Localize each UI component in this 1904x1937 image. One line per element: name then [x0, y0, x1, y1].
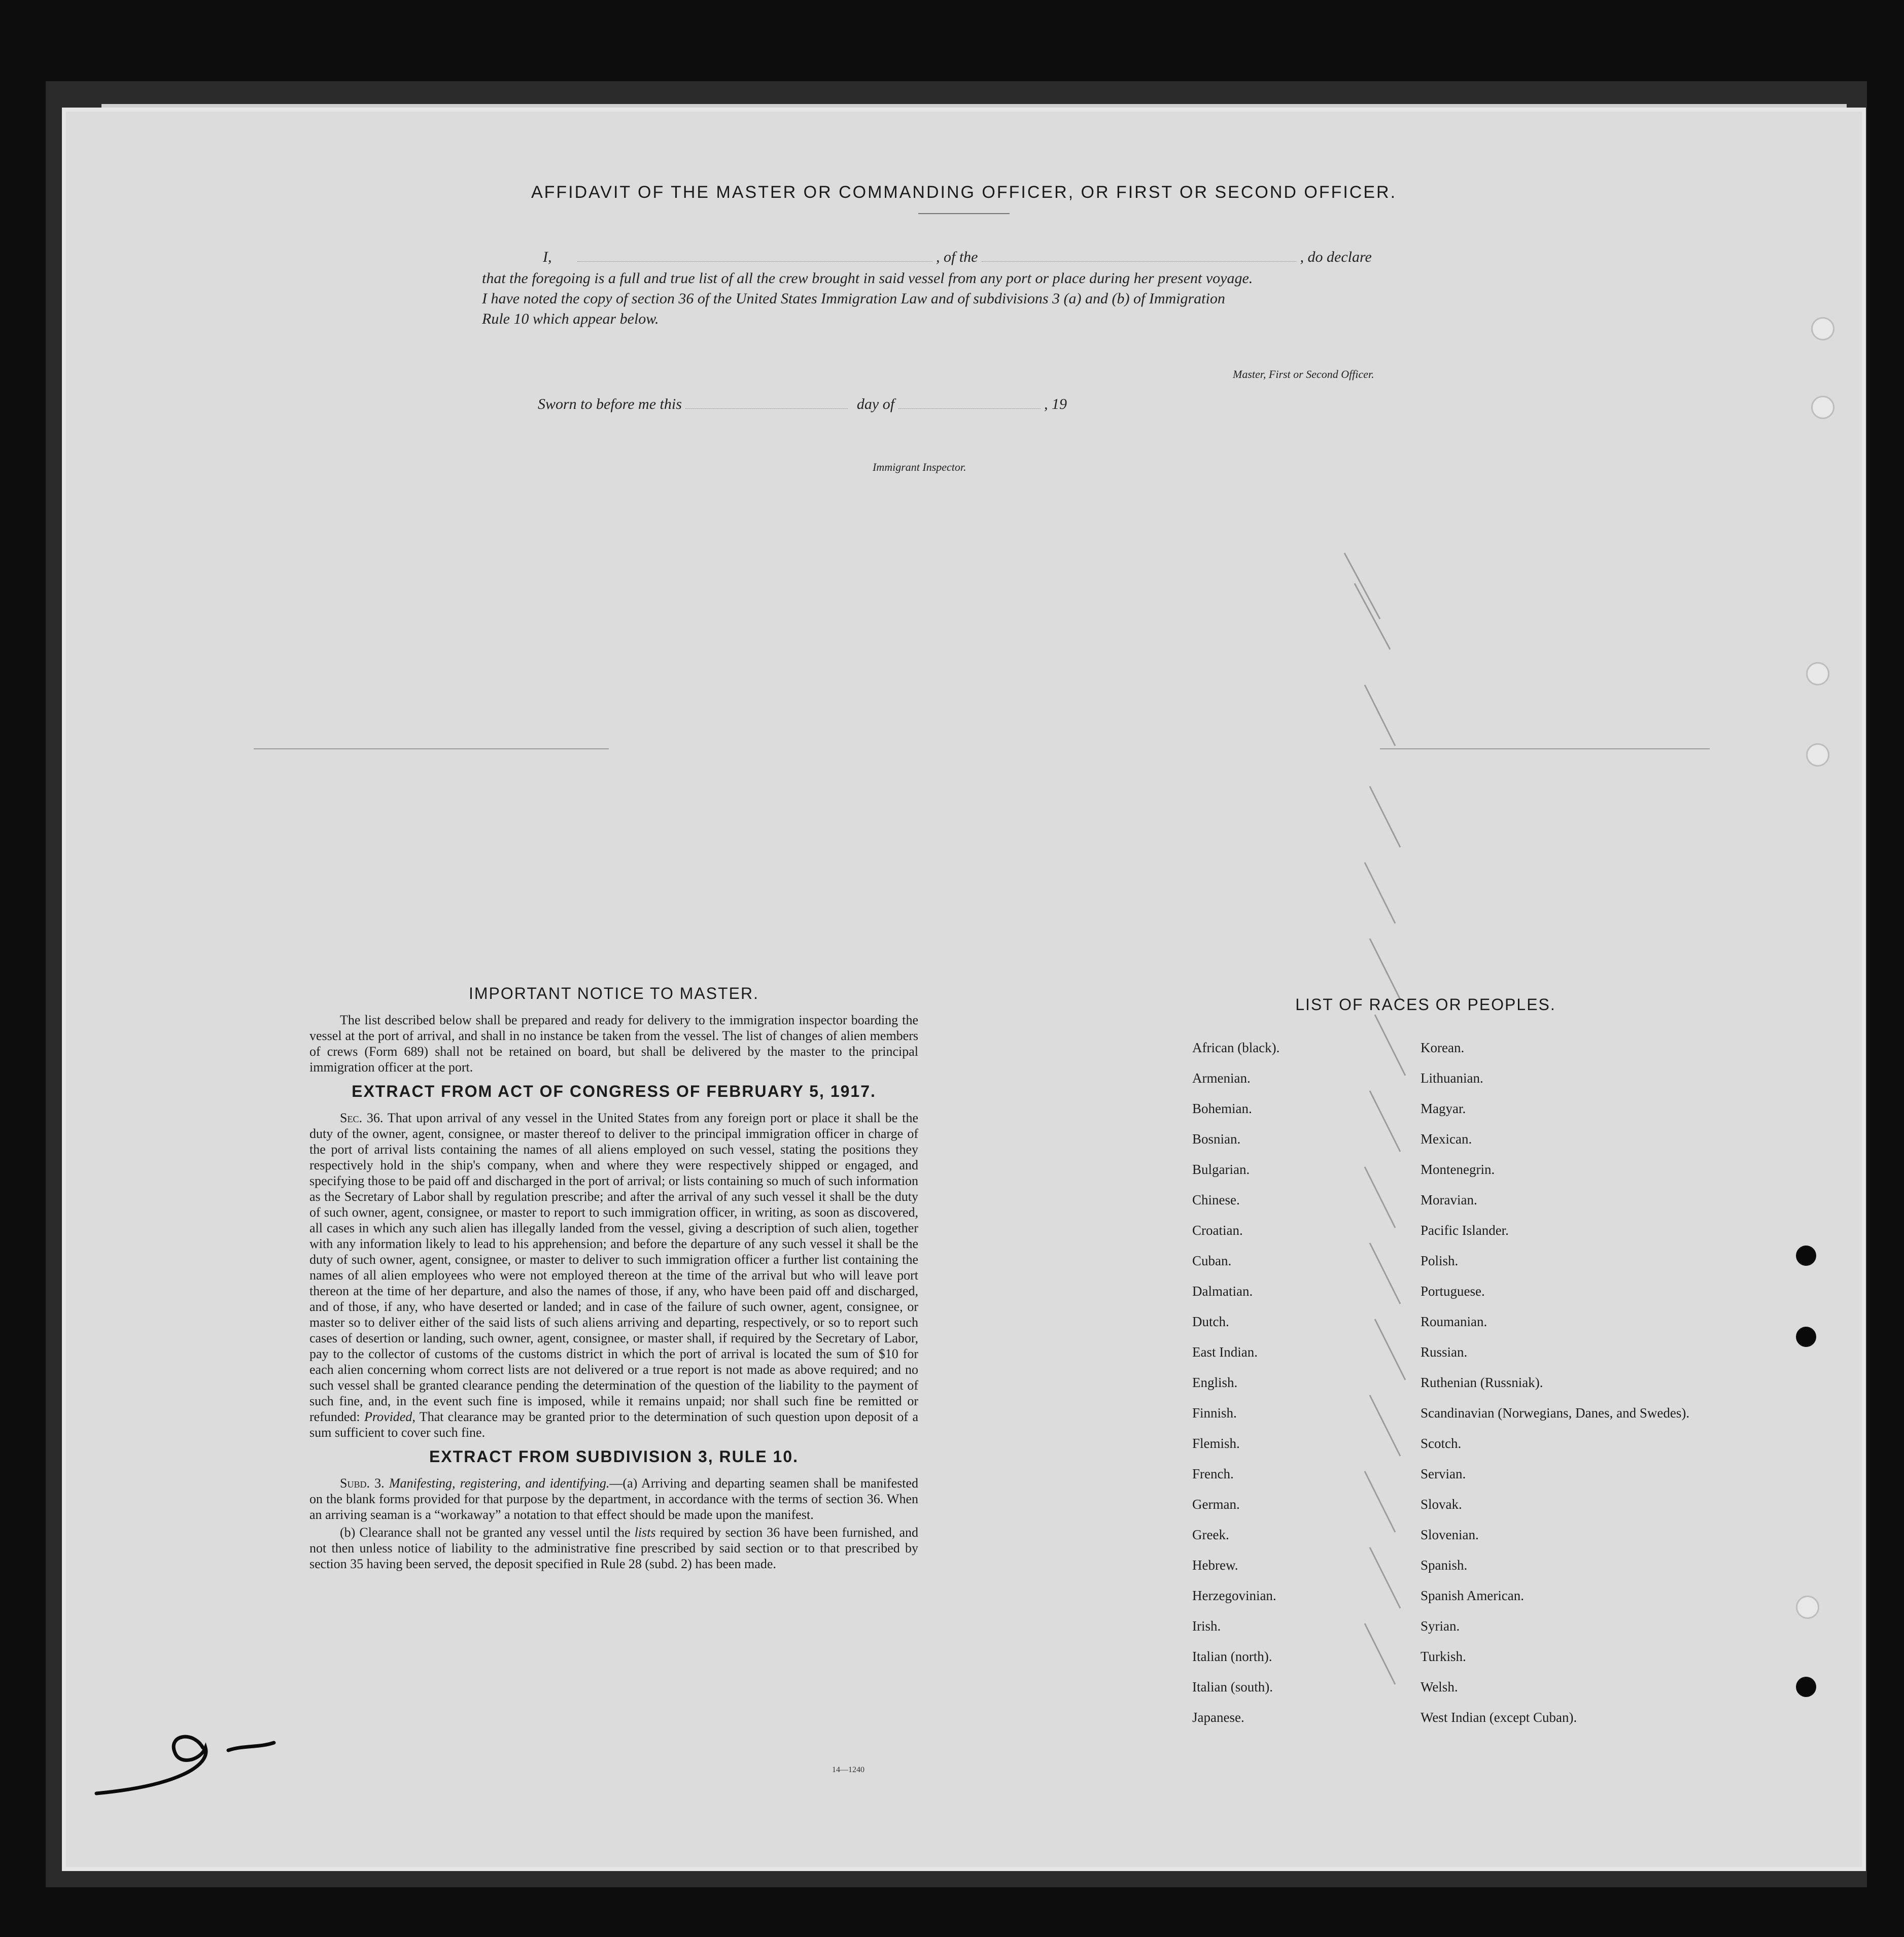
races-column-2: [1421, 1040, 1705, 1740]
sworn-line: [538, 396, 1067, 413]
punch-hole-filled: [1796, 1246, 1816, 1266]
race-item: Pacific Islander.: [1421, 1223, 1509, 1238]
punch-hole: [1806, 662, 1829, 685]
race-item: Montenegrin.: [1421, 1162, 1495, 1177]
race-item: Ruthenian (Russniak).: [1421, 1375, 1543, 1390]
important-notice-text: [309, 1012, 918, 1075]
race-item: East Indian.: [1192, 1344, 1258, 1360]
race-item: Servian.: [1421, 1466, 1466, 1481]
extract-rule-para-a: [309, 1475, 918, 1523]
race-item: Finnish.: [1192, 1405, 1237, 1421]
punch-hole: [1806, 743, 1829, 767]
extract-act-end: That clearance may be granted prior to the determination of such question upon deposit of a sum sufficient to cover such fine.: [309, 1409, 919, 1440]
race-item: Mexican.: [1421, 1131, 1472, 1147]
race-item: Bosnian.: [1192, 1131, 1241, 1147]
extract-rule-para-b: [309, 1525, 918, 1572]
race-item: Scandinavian (Norwegians, Danes, and Swedes).: [1421, 1405, 1690, 1421]
para-b-rest: required by section 36 have been furnished, and not then unless notice of liability to the administrative fine prescribed by said section or to that prescribed by section 35 having been served, the deposit specified in Rule 28 (subd. 2) has been made.: [309, 1525, 919, 1571]
affidavit-line-3: I have noted the copy of section 36 of the United States Immigration Law and of subdivisions 3 (a) and (b) of Immigration: [482, 290, 1225, 307]
race-item: Turkish.: [1421, 1649, 1466, 1664]
race-item: Welsh.: [1421, 1679, 1458, 1694]
day-of-text: day of: [856, 396, 895, 412]
race-item: Slovak.: [1421, 1497, 1462, 1512]
race-item: Bulgarian.: [1192, 1162, 1250, 1177]
race-item: French.: [1192, 1466, 1234, 1481]
race-item: West Indian (except Cuban).: [1421, 1710, 1577, 1725]
punch-hole: [1811, 317, 1834, 340]
race-item: African (black).: [1192, 1040, 1280, 1055]
extract-act-title: EXTRACT FROM ACT OF CONGRESS OF FEBRUARY 5, 1917.: [352, 1082, 876, 1100]
race-item: Scotch.: [1421, 1436, 1462, 1451]
extract-act-body: That upon arrival of any vessel in the United States from any foreign port or place it shall be the duty of the owner, agent, consignee, or master thereof to deliver to the principal immigration officer in charge of the port of arrival lists containing the names of all aliens employed on such vessel, stating the positions they respectively hold in the ship's company, when and where they were respectively shipped or engaged, and specifying those to be paid off and discharged in the port of arrival; or lists containing so much of such information as the Secretary of Labor shall by regulation prescribe; and after the arrival of any such vessel it shall be the duty of such owner, agent, consignee, or master to report to such immigration officer, in writing, as soon as discovered, all cases in which any such alien has illegally landed from the vessel, giving a description of such alien, together with any information likely to lead to his apprehension; and before the departure of any such vessel it shall be the duty of such owner, agent, consignee, or master to deliver to such immigration officer a further list containing the names of all alien employees who were not employed thereon at the time of the arrival but who will leave port thereon at the time of her departure, and also the names of those, if any, who have been paid off and discharged, and of those, if any, who have deserted or landed; and in case of the failure of such owner, agent, consignee, or master so to deliver either of the said lists of such aliens arriving and departing, respectively, or so to report such cases of desertion or landing, such owner, agent, consignee, or master shall, if required by the Secretary of Labor, pay to the collector of customs of the customs district in which the port of arrival is located the sum of $10 for each alien concerning whom correct lists are not delivered or a true report is not made as above required; and no such vessel shall be granted clearance pending the determination of the question of the liability to the payment of such fine, and, in the event such fine is imposed, while it remains unpaid; nor shall such fine be remitted or refunded:: [309, 1111, 919, 1424]
provided-word: Provided,: [364, 1409, 416, 1424]
race-item: Herzegovinian.: [1192, 1588, 1276, 1603]
affidavit-line-2: that the foregoing is a full and true list of all the crew brought in said vessel from any port or place during her present voyage.: [482, 270, 1253, 287]
title-divider: [918, 213, 1010, 214]
race-item: English.: [1192, 1375, 1238, 1390]
race-item: Bohemian.: [1192, 1101, 1252, 1116]
year-text: , 19: [1044, 396, 1067, 412]
race-item: Dutch.: [1192, 1314, 1229, 1329]
subd-heading: Manifesting, registering, and identifying.: [389, 1476, 610, 1491]
race-item: Portuguese.: [1421, 1284, 1485, 1299]
affidavit-line-4: Rule 10 which appear below.: [482, 310, 659, 327]
vessel-blank: [982, 261, 1296, 262]
punch-hole-filled: [1796, 1327, 1816, 1347]
affidavit-title: AFFIDAVIT OF THE MASTER OR COMMANDING OFFICER, OR FIRST OR SECOND OFFICER.: [531, 183, 1397, 202]
handwritten-number-mark: [76, 1725, 289, 1801]
race-item: Russian.: [1421, 1344, 1468, 1360]
important-notice-body: The list described below shall be prepared and ready for delivery to the immigration inspector boarding the vessel at the port of arrival, and shall in no instance be taken from the vessel. The list of changes of alien members of crews (Form 689) shall not be retained on board, but shall be delivered by the master to the principal immigration officer at the port.: [309, 1013, 918, 1075]
para-b-prefix: (b) Clearance shall not be granted any vessel until the: [340, 1525, 631, 1540]
master-signature-label: Master, First or Second Officer.: [1233, 368, 1374, 381]
affidavit-line-1: [482, 249, 1446, 266]
race-item: Syrian.: [1421, 1618, 1460, 1634]
race-item: Greek.: [1192, 1527, 1229, 1542]
race-item: Spanish American.: [1421, 1588, 1524, 1603]
race-item: Korean.: [1421, 1040, 1465, 1055]
sworn-text: Sworn to before me this: [538, 396, 682, 412]
race-item: Italian (north).: [1192, 1649, 1272, 1664]
important-notice-title: IMPORTANT NOTICE TO MASTER.: [469, 984, 759, 1002]
race-item: Moravian.: [1421, 1192, 1477, 1207]
race-item: Lithuanian.: [1421, 1070, 1483, 1086]
race-item: Magyar.: [1421, 1101, 1466, 1116]
form-number: 14—1240: [832, 1766, 864, 1774]
day-blank: [685, 408, 848, 409]
extract-rule-title: EXTRACT FROM SUBDIVISION 3, RULE 10.: [429, 1447, 799, 1466]
race-item: Armenian.: [1192, 1070, 1251, 1086]
race-item: Japanese.: [1192, 1710, 1244, 1725]
para-b-lists: lists: [634, 1525, 656, 1540]
month-blank: [898, 408, 1041, 409]
punch-hole: [1811, 396, 1834, 419]
affidavit-i: I,: [543, 249, 552, 265]
extract-act-text: [309, 1110, 918, 1440]
document-page: [66, 112, 1862, 1867]
punch-hole-filled: [1796, 1677, 1816, 1697]
notice-column: [309, 984, 918, 1579]
race-item: Croatian.: [1192, 1223, 1243, 1238]
race-item: Irish.: [1192, 1618, 1221, 1634]
race-item: Italian (south).: [1192, 1679, 1273, 1694]
race-item: Roumanian.: [1421, 1314, 1487, 1329]
race-item: Flemish.: [1192, 1436, 1240, 1451]
subd-label: Subd. 3.: [340, 1476, 385, 1491]
races-title: LIST OF RACES OR PEOPLES.: [1295, 995, 1556, 1014]
faint-rule-left: [254, 748, 609, 749]
name-blank: [577, 261, 932, 262]
race-item: German.: [1192, 1497, 1240, 1512]
affidavit-declare: , do declare: [1300, 249, 1372, 265]
affidavit-of-the: , of the: [936, 249, 978, 265]
punch-hole: [1796, 1596, 1819, 1619]
race-item: Hebrew.: [1192, 1558, 1238, 1573]
race-item: Cuban.: [1192, 1253, 1232, 1268]
sec-label: Sec. 36.: [340, 1111, 384, 1125]
race-item: Polish.: [1421, 1253, 1459, 1268]
race-item: Slovenian.: [1421, 1527, 1479, 1542]
subd-para-a: —(a) Arriving and departing seamen shall be manifested on the blank forms provided for that purpose by the department, in accordance with the terms of section 36. When an arriving seaman is a “workaway” a notation to that effect should be made upon the manifest.: [309, 1476, 918, 1522]
race-item: Chinese.: [1192, 1192, 1240, 1207]
race-item: Dalmatian.: [1192, 1284, 1253, 1299]
race-item: Spanish.: [1421, 1558, 1468, 1573]
inspector-signature-label: Immigrant Inspector.: [873, 461, 966, 473]
